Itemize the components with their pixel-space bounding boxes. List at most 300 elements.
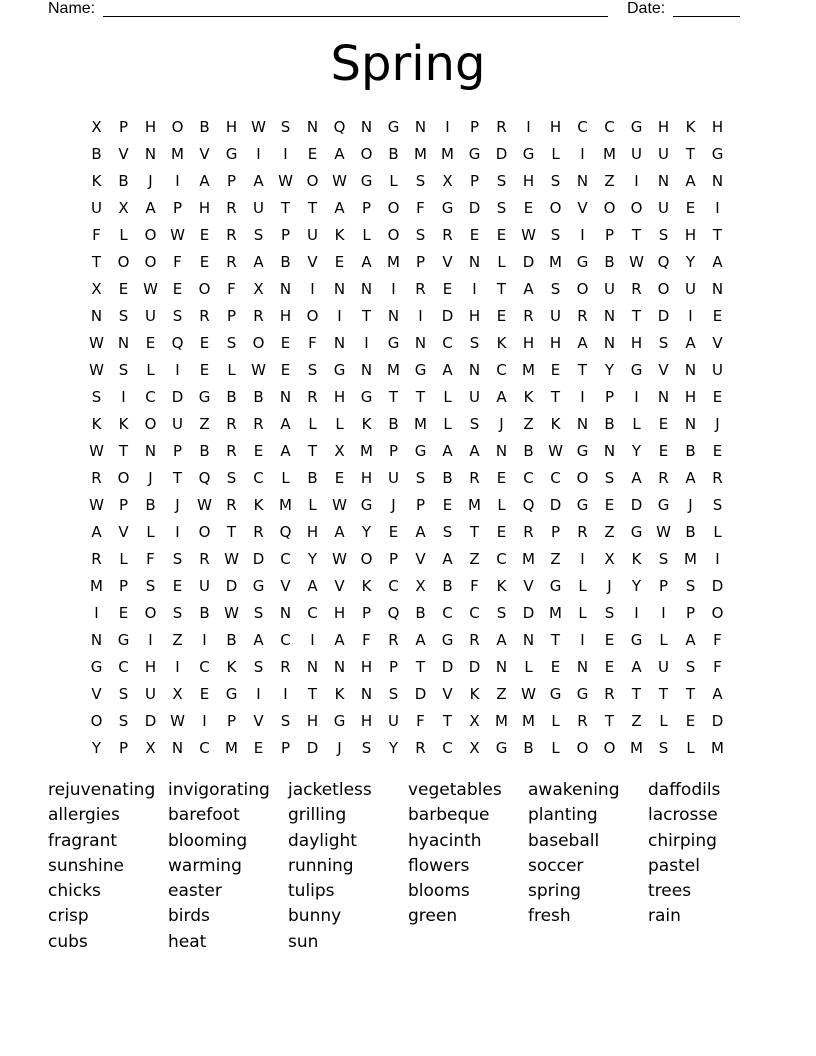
- grid-letter: T: [307, 441, 318, 460]
- grid-letter: E: [496, 306, 507, 325]
- grid-letter: N: [387, 306, 400, 325]
- grid-letter: O: [576, 738, 589, 757]
- page-title: Spring: [330, 36, 486, 92]
- grid-letter: W: [548, 441, 563, 460]
- grid-letter: L: [308, 414, 317, 433]
- grid-letter: S: [280, 711, 291, 730]
- grid-letter: D: [549, 495, 562, 514]
- grid-letter: E: [199, 225, 210, 244]
- letter-grid: [83, 113, 731, 761]
- grid-letter: S: [226, 468, 237, 487]
- grid-letter: G: [225, 144, 238, 163]
- grid-letter: A: [685, 630, 696, 649]
- grid-letter: B: [685, 522, 696, 541]
- grid-letter: O: [387, 225, 400, 244]
- grid-letter: P: [226, 171, 237, 190]
- grid-letter: D: [414, 684, 427, 703]
- grid-letter: I: [391, 279, 396, 298]
- grid-letter: P: [658, 576, 669, 595]
- word-bank-item: jacketless: [288, 780, 372, 800]
- grid-letter: W: [251, 117, 266, 136]
- grid-letter: N: [414, 117, 427, 136]
- grid-letter: O: [144, 252, 157, 271]
- grid-letter: O: [90, 711, 103, 730]
- grid-letter: L: [551, 144, 560, 163]
- grid-letter: C: [604, 117, 615, 136]
- grid-letter: R: [469, 630, 480, 649]
- grid-letter: P: [685, 603, 696, 622]
- grid-letter: N: [306, 117, 319, 136]
- word-bank-item: crisp: [48, 906, 89, 927]
- grid-letter: U: [658, 198, 669, 217]
- grid-letter: P: [388, 441, 399, 460]
- grid-letter: C: [199, 738, 210, 757]
- grid-letter: B: [199, 603, 210, 622]
- grid-letter: T: [172, 468, 183, 487]
- grid-letter: Y: [361, 522, 372, 541]
- grid-letter: B: [415, 603, 426, 622]
- grid-letter: S: [226, 333, 237, 352]
- grid-letter: P: [226, 306, 237, 325]
- grid-letter: E: [550, 657, 561, 676]
- grid-letter: L: [389, 171, 398, 190]
- grid-letter: T: [712, 225, 723, 244]
- grid-letter: R: [442, 225, 453, 244]
- grid-letter: R: [604, 684, 615, 703]
- grid-letter: I: [256, 144, 261, 163]
- grid-letter: W: [170, 711, 185, 730]
- grid-letter: Z: [469, 549, 480, 568]
- grid-letter: K: [469, 684, 480, 703]
- grid-letter: D: [441, 306, 454, 325]
- grid-letter: Y: [604, 360, 615, 379]
- grid-letter: A: [91, 522, 102, 541]
- grid-letter: B: [388, 414, 399, 433]
- word-bank-item: warming: [168, 855, 242, 876]
- grid-letter: T: [685, 684, 696, 703]
- grid-letter: M: [414, 144, 427, 163]
- word-bank-item: pastel: [648, 855, 700, 876]
- grid-letter: H: [144, 657, 157, 676]
- grid-letter: M: [414, 414, 427, 433]
- grid-letter: E: [442, 279, 453, 298]
- grid-letter: B: [145, 495, 156, 514]
- grid-letter: O: [657, 279, 670, 298]
- grid-letter: E: [496, 468, 507, 487]
- grid-letter: R: [388, 630, 399, 649]
- grid-letter: F: [713, 657, 722, 676]
- grid-letter: A: [712, 252, 723, 271]
- grid-letter: V: [658, 360, 669, 379]
- grid-letter: N: [603, 333, 616, 352]
- grid-letter: W: [521, 225, 536, 244]
- grid-letter: P: [550, 522, 561, 541]
- grid-letter: A: [253, 171, 264, 190]
- grid-letter: H: [684, 225, 697, 244]
- grid-letter: H: [549, 117, 562, 136]
- grid-letter: M: [495, 711, 508, 730]
- grid-letter: S: [172, 306, 183, 325]
- grid-letter: I: [580, 630, 585, 649]
- grid-letter: I: [688, 306, 693, 325]
- grid-letter: L: [281, 468, 290, 487]
- grid-letter: I: [580, 549, 585, 568]
- grid-letter: U: [253, 198, 264, 217]
- grid-letter: P: [361, 198, 372, 217]
- grid-letter: E: [712, 441, 723, 460]
- name-blank-line[interactable]: [103, 16, 608, 17]
- grid-letter: S: [415, 225, 426, 244]
- grid-letter: R: [226, 252, 237, 271]
- date-label: Date:: [627, 0, 666, 17]
- grid-letter: T: [550, 387, 561, 406]
- grid-letter: R: [199, 549, 210, 568]
- grid-letter: B: [199, 441, 210, 460]
- grid-letter: B: [388, 144, 399, 163]
- grid-letter: B: [199, 117, 210, 136]
- grid-letter: X: [118, 198, 129, 217]
- grid-letter: V: [91, 684, 102, 703]
- grid-letter: L: [227, 360, 236, 379]
- grid-letter: H: [711, 117, 724, 136]
- grid-letter: A: [631, 657, 642, 676]
- grid-letter: L: [119, 549, 128, 568]
- grid-letter: O: [306, 171, 319, 190]
- grid-letter: C: [388, 576, 399, 595]
- grid-letter: C: [577, 117, 588, 136]
- grid-letter: R: [415, 279, 426, 298]
- word-bank-item: baseball: [528, 830, 600, 851]
- grid-letter: N: [414, 333, 427, 352]
- grid-letter: O: [387, 198, 400, 217]
- grid-letter: E: [685, 198, 696, 217]
- grid-letter: E: [199, 360, 210, 379]
- grid-letter: P: [415, 495, 426, 514]
- grid-letter: H: [306, 522, 319, 541]
- grid-letter: S: [685, 657, 696, 676]
- grid-letter: N: [144, 144, 157, 163]
- grid-letter: H: [360, 657, 373, 676]
- word-bank-item: awakening: [528, 780, 620, 800]
- grid-letter: Q: [198, 468, 211, 487]
- grid-letter: W: [224, 549, 239, 568]
- grid-letter: N: [333, 333, 346, 352]
- grid-letter: G: [441, 198, 454, 217]
- grid-letter: O: [144, 603, 157, 622]
- grid-letter: M: [549, 252, 562, 271]
- grid-letter: S: [658, 549, 669, 568]
- grid-letter: O: [630, 198, 643, 217]
- grid-letter: T: [496, 279, 507, 298]
- grid-letter: N: [306, 657, 319, 676]
- grid-letter: T: [685, 144, 696, 163]
- grid-letter: Y: [307, 549, 318, 568]
- grid-letter: I: [283, 144, 288, 163]
- grid-letter: G: [630, 630, 643, 649]
- grid-letter: E: [604, 495, 615, 514]
- grid-letter: G: [225, 684, 238, 703]
- grid-letter: I: [634, 171, 639, 190]
- grid-letter: S: [442, 522, 453, 541]
- grid-letter: E: [388, 522, 399, 541]
- grid-letter: E: [604, 657, 615, 676]
- grid-letter: A: [280, 441, 291, 460]
- grid-letter: C: [523, 468, 534, 487]
- grid-letter: I: [94, 603, 99, 622]
- grid-letter: M: [171, 144, 184, 163]
- grid-letter: U: [631, 144, 642, 163]
- grid-letter: U: [145, 306, 156, 325]
- grid-letter: E: [523, 198, 534, 217]
- grid-letter: G: [711, 144, 724, 163]
- grid-letter: R: [415, 738, 426, 757]
- grid-letter: A: [145, 198, 156, 217]
- grid-letter: P: [604, 225, 615, 244]
- grid-letter: P: [469, 117, 480, 136]
- grid-letter: H: [279, 306, 292, 325]
- grid-letter: C: [550, 468, 561, 487]
- grid-letter: G: [576, 252, 589, 271]
- grid-letter: L: [524, 657, 533, 676]
- grid-letter: M: [603, 144, 616, 163]
- grid-letter: U: [604, 279, 615, 298]
- grid-letter: R: [496, 117, 507, 136]
- grid-letter: A: [685, 468, 696, 487]
- grid-letter: P: [415, 252, 426, 271]
- grid-letter: A: [334, 198, 345, 217]
- grid-letter: A: [631, 468, 642, 487]
- grid-letter: L: [335, 414, 344, 433]
- grid-letter: N: [657, 387, 670, 406]
- grid-letter: T: [658, 684, 669, 703]
- grid-letter: D: [306, 738, 319, 757]
- grid-letter: M: [522, 711, 535, 730]
- grid-letter: O: [360, 144, 373, 163]
- grid-letter: G: [549, 576, 562, 595]
- grid-letter: N: [279, 387, 292, 406]
- grid-letter: N: [522, 630, 535, 649]
- grid-letter: P: [361, 603, 372, 622]
- grid-letter: Z: [604, 171, 615, 190]
- word-bank-item: vegetables: [408, 780, 502, 800]
- grid-letter: P: [280, 225, 291, 244]
- grid-letter: H: [630, 333, 643, 352]
- grid-letter: S: [172, 603, 183, 622]
- word-bank-item: bunny: [288, 906, 342, 927]
- grid-letter: S: [118, 360, 129, 379]
- grid-letter: I: [175, 657, 180, 676]
- grid-letter: V: [118, 522, 129, 541]
- grid-letter: P: [388, 657, 399, 676]
- grid-letter: S: [658, 738, 669, 757]
- grid-letter: W: [224, 603, 239, 622]
- grid-letter: G: [630, 522, 643, 541]
- grid-letter: L: [119, 225, 128, 244]
- grid-letter: W: [332, 549, 347, 568]
- grid-letter: D: [468, 657, 481, 676]
- grid-letter: U: [172, 414, 183, 433]
- grid-letter: G: [414, 360, 427, 379]
- grid-letter: I: [661, 603, 666, 622]
- grid-letter: Z: [523, 414, 534, 433]
- grid-letter: U: [91, 198, 102, 217]
- grid-letter: K: [91, 171, 102, 190]
- grid-letter: A: [685, 333, 696, 352]
- grid-letter: L: [308, 495, 317, 514]
- grid-letter: N: [576, 171, 589, 190]
- word-bank-item: invigorating: [168, 780, 270, 800]
- grid-letter: I: [256, 684, 261, 703]
- grid-letter: S: [496, 171, 507, 190]
- grid-letter: I: [175, 171, 180, 190]
- grid-letter: C: [199, 657, 210, 676]
- grid-letter: T: [577, 360, 588, 379]
- grid-letter: N: [333, 657, 346, 676]
- grid-letter: E: [145, 333, 156, 352]
- grid-letter: C: [280, 549, 291, 568]
- grid-letter: G: [90, 657, 103, 676]
- grid-letter: F: [713, 630, 722, 649]
- grid-letter: R: [226, 441, 237, 460]
- grid-letter: T: [118, 441, 129, 460]
- grid-letter: D: [144, 711, 157, 730]
- grid-letter: W: [656, 522, 671, 541]
- grid-letter: O: [711, 603, 724, 622]
- grid-letter: J: [499, 414, 504, 433]
- grid-letter: U: [658, 657, 669, 676]
- grid-letter: H: [657, 117, 670, 136]
- grid-letter: Z: [496, 684, 507, 703]
- word-bank-item: chirping: [648, 830, 717, 851]
- grid-letter: P: [280, 738, 291, 757]
- grid-letter: N: [360, 279, 373, 298]
- grid-letter: I: [634, 603, 639, 622]
- grid-letter: W: [170, 225, 185, 244]
- grid-letter: Z: [199, 414, 210, 433]
- grid-letter: Y: [91, 738, 102, 757]
- grid-letter: I: [202, 630, 207, 649]
- word-bank-item: fragrant: [48, 830, 118, 851]
- grid-letter: B: [442, 468, 453, 487]
- word-bank-item: daffodils: [648, 780, 721, 800]
- grid-letter: T: [631, 306, 642, 325]
- grid-letter: H: [684, 387, 697, 406]
- grid-letter: G: [117, 630, 130, 649]
- grid-letter: A: [469, 441, 480, 460]
- grid-letter: A: [415, 522, 426, 541]
- grid-letter: P: [388, 549, 399, 568]
- grid-letter: P: [118, 576, 129, 595]
- grid-letter: N: [279, 279, 292, 298]
- grid-letter: I: [472, 279, 477, 298]
- grid-letter: U: [145, 684, 156, 703]
- grid-letter: M: [225, 738, 238, 757]
- grid-letter: Y: [685, 252, 696, 271]
- grid-letter: T: [91, 252, 102, 271]
- grid-letter: N: [468, 360, 481, 379]
- grid-letter: W: [197, 495, 212, 514]
- grid-letter: O: [360, 549, 373, 568]
- grid-letter: E: [199, 333, 210, 352]
- grid-letter: E: [172, 279, 183, 298]
- grid-letter: I: [364, 333, 369, 352]
- grid-letter: B: [253, 387, 264, 406]
- grid-letter: N: [90, 306, 103, 325]
- grid-letter: M: [360, 441, 373, 460]
- grid-letter: C: [442, 738, 453, 757]
- grid-letter: G: [360, 387, 373, 406]
- grid-letter: B: [604, 414, 615, 433]
- word-bank-item: blooms: [408, 881, 470, 902]
- grid-letter: G: [576, 495, 589, 514]
- grid-letter: T: [604, 711, 615, 730]
- grid-letter: F: [92, 225, 101, 244]
- grid-letter: K: [496, 576, 507, 595]
- grid-letter: A: [361, 252, 372, 271]
- grid-letter: O: [198, 522, 211, 541]
- word-bank-item: lacrosse: [648, 805, 718, 826]
- date-blank-line[interactable]: [673, 16, 740, 17]
- grid-letter: C: [442, 603, 453, 622]
- grid-letter: R: [199, 306, 210, 325]
- grid-letter: F: [308, 333, 317, 352]
- word-bank-item: hyacinth: [408, 830, 482, 851]
- grid-letter: V: [118, 144, 129, 163]
- grid-letter: K: [685, 117, 696, 136]
- grid-letter: A: [712, 684, 723, 703]
- grid-letter: E: [712, 387, 723, 406]
- word-bank-item: heat: [168, 931, 207, 952]
- grid-letter: E: [307, 144, 318, 163]
- grid-letter: S: [604, 603, 615, 622]
- grid-letter: F: [146, 549, 155, 568]
- grid-letter: A: [253, 252, 264, 271]
- grid-letter: D: [711, 711, 724, 730]
- grid-letter: G: [630, 117, 643, 136]
- grid-letter: P: [226, 711, 237, 730]
- grid-letter: T: [307, 684, 318, 703]
- grid-letter: D: [630, 495, 643, 514]
- grid-letter: V: [253, 711, 264, 730]
- grid-letter: V: [523, 576, 534, 595]
- grid-letter: U: [307, 225, 318, 244]
- grid-letter: I: [580, 144, 585, 163]
- grid-letter: I: [202, 711, 207, 730]
- grid-letter: J: [175, 495, 180, 514]
- grid-letter: O: [603, 198, 616, 217]
- grid-letter: C: [496, 549, 507, 568]
- grid-letter: S: [469, 414, 480, 433]
- grid-letter: I: [310, 279, 315, 298]
- grid-letter: I: [418, 306, 423, 325]
- grid-letter: W: [278, 171, 293, 190]
- grid-letter: C: [253, 468, 264, 487]
- grid-letter: E: [496, 225, 507, 244]
- grid-letter: S: [118, 684, 129, 703]
- grid-letter: X: [469, 738, 480, 757]
- grid-letter: L: [362, 225, 371, 244]
- grid-letter: R: [253, 306, 264, 325]
- grid-letter: R: [253, 522, 264, 541]
- word-bank-item: flowers: [408, 855, 470, 876]
- grid-letter: T: [469, 522, 480, 541]
- grid-letter: G: [441, 630, 454, 649]
- grid-letter: M: [441, 144, 454, 163]
- grid-letter: N: [711, 279, 724, 298]
- grid-letter: I: [121, 387, 126, 406]
- grid-letter: N: [657, 171, 670, 190]
- grid-letter: C: [280, 630, 291, 649]
